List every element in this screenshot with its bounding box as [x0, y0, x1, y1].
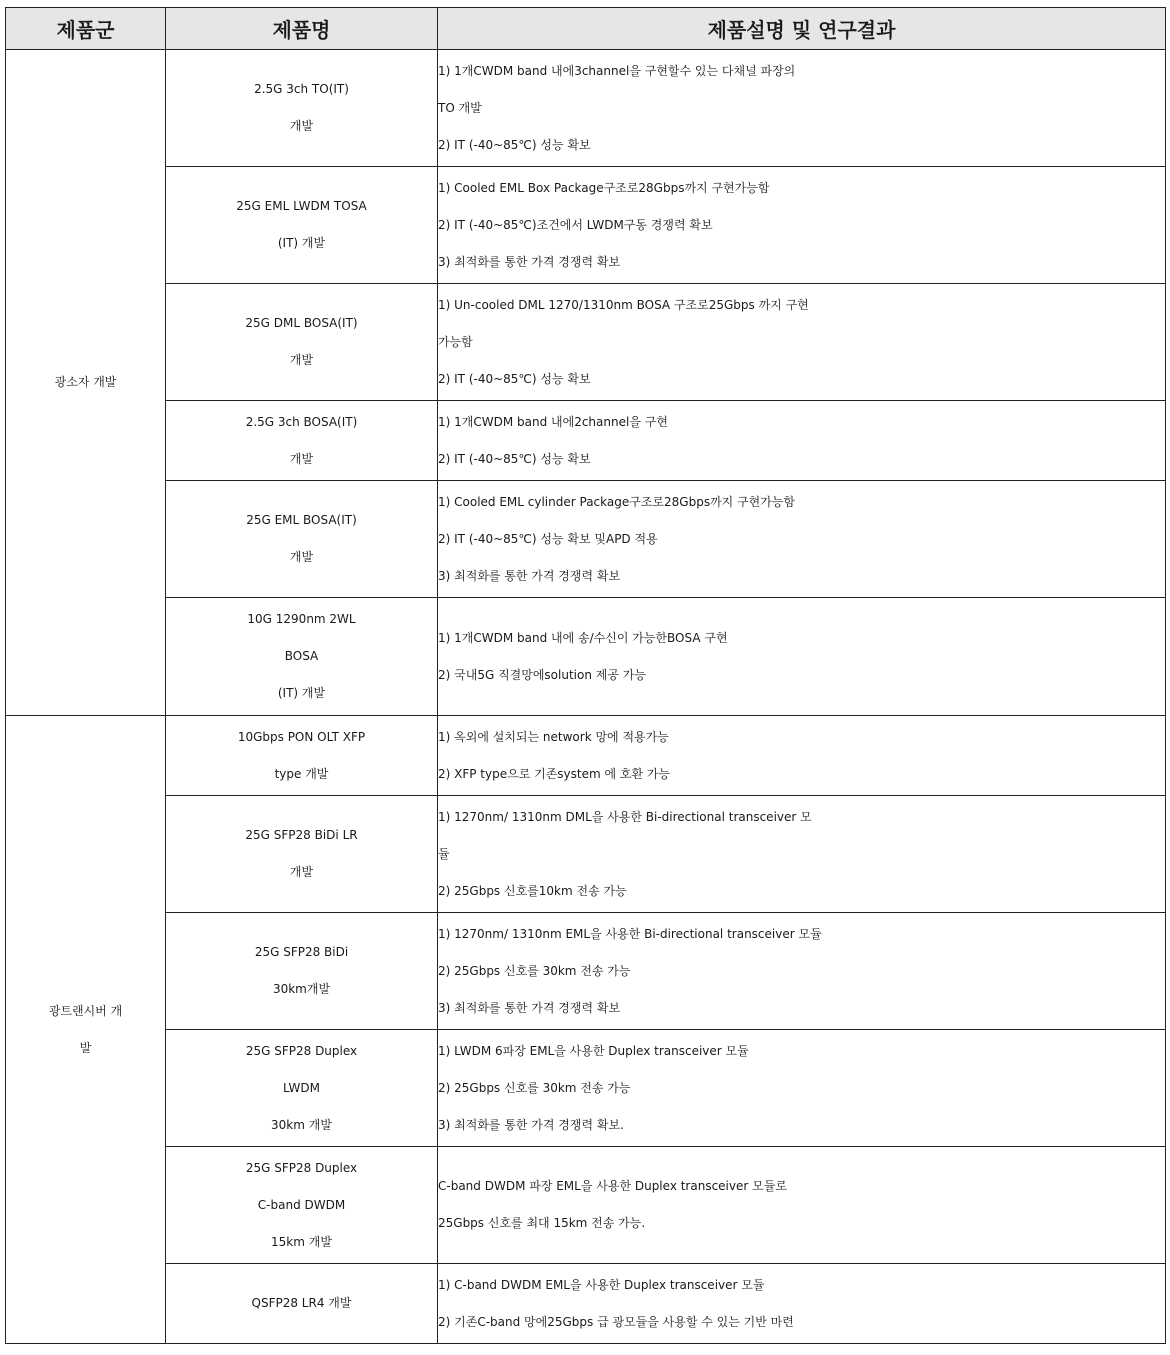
table-row — [6, 401, 1166, 481]
header-row — [6, 8, 1166, 50]
description-line: 2) IT (-40~85℃) 성능 확보 및APD 적용 — [438, 531, 658, 546]
description-line: 2) 국내5G 직결망에solution 제공 가능 — [438, 667, 646, 682]
product-name-line: 개발 — [289, 550, 314, 564]
product-description-cell — [438, 481, 1166, 598]
table-row — [6, 1264, 1166, 1344]
product-group-cell — [6, 716, 166, 1344]
description-line: 2) IT (-40~85℃) 성능 확보 — [438, 137, 591, 152]
product-name-line: BOSA — [284, 649, 319, 663]
product-name-line: 15km 개발 — [271, 1234, 332, 1249]
product-name-line: 25G SFP28 BiDi — [254, 945, 349, 959]
description-line: 1) Un-cooled DML 1270/1310nm BOSA 구조로25Gbps 까지 구현 — [438, 297, 809, 312]
table-row — [6, 284, 1166, 401]
product-description-cell — [438, 598, 1166, 716]
table-row — [6, 716, 1166, 796]
product-name-cell — [166, 50, 438, 167]
product-name-line: 10Gbps PON OLT XFP — [237, 729, 366, 744]
product-name-line: (IT) 개발 — [277, 236, 326, 250]
product-name-line: 개발 — [289, 119, 314, 133]
product-name-line: 25G EML LWDM TOSA — [236, 199, 367, 213]
description-line: 2) 25Gbps 신호를 30km 전송 가능 — [438, 1080, 631, 1095]
description-line: 3) 최적화를 통한 가격 경쟁력 확보. — [438, 1117, 624, 1132]
product-name-cell — [166, 167, 438, 284]
description-line: 1) Cooled EML Box Package구조로28Gbps까지 구현가능함 — [438, 180, 770, 195]
description-line: 1) 1개CWDM band 내에3channel을 구현할수 있는 다채널 파장의 — [438, 63, 796, 78]
description-line: 1) 옥외에 설치되는 network 망에 적용가능 — [438, 729, 669, 744]
description-line: 1) 1270nm/ 1310nm DML을 사용한 Bi-directional transceiver 모 — [438, 809, 812, 824]
description-line: 3) 최적화를 통한 가격 경쟁력 확보 — [438, 1000, 621, 1015]
product-description-cell — [438, 1030, 1166, 1147]
description-line: 가능함 — [438, 334, 473, 349]
product-name-line: 개발 — [289, 865, 314, 879]
table-row — [6, 598, 1166, 716]
table-row — [6, 1030, 1166, 1147]
product-name-line: type 개발 — [274, 766, 329, 781]
table-body — [6, 50, 1166, 1344]
table-row — [6, 50, 1166, 167]
product-description-cell — [438, 913, 1166, 1030]
product-description-cell — [438, 167, 1166, 284]
product-name-line: 25G SFP28 Duplex — [245, 1160, 358, 1175]
product-table — [5, 7, 1166, 1344]
product-name-line: 10G 1290nm 2WL — [247, 612, 356, 626]
description-line: 1) LWDM 6파장 EML을 사용한 Duplex transceiver 모듈 — [438, 1043, 749, 1058]
product-description-cell — [438, 1264, 1166, 1344]
description-line: 1) Cooled EML cylinder Package구조로28Gbps까지 구현가능함 — [438, 494, 796, 509]
description-line: 2) IT (-40~85℃) 성능 확보 — [438, 451, 591, 466]
table-row — [6, 481, 1166, 598]
description-line: TO 개발 — [438, 100, 482, 115]
product-name-cell — [166, 1030, 438, 1147]
product-name-line: 개발 — [289, 451, 314, 466]
product-name-cell — [166, 913, 438, 1030]
product-name-cell — [166, 284, 438, 401]
product-description-cell — [438, 401, 1166, 481]
description-line: 1) 1개CWDM band 내에2channel을 구현 — [438, 414, 668, 429]
description-line: 2) 기존C-band 망에25Gbps 급 광모듈을 사용할 수 있는 기반 마련 — [438, 1314, 794, 1329]
table-row — [6, 913, 1166, 1030]
description-line: 3) 최적화를 통한 가격 경쟁력 확보 — [438, 568, 621, 583]
description-line: 2) IT (-40~85℃)조건에서 LWDM구동 경쟁력 확보 — [438, 217, 713, 232]
product-name-cell — [166, 1264, 438, 1344]
header-description: 제품설명 및 연구결과 — [438, 8, 1166, 50]
product-description-cell — [438, 50, 1166, 167]
product-name-line: (IT) 개발 — [277, 686, 326, 700]
description-line: 3) 최적화를 통한 가격 경쟁력 확보 — [438, 254, 621, 269]
product-group-cell — [6, 50, 166, 716]
product-group-label: 광트랜시버 개 — [48, 1003, 123, 1018]
product-name-cell — [166, 716, 438, 796]
description-line: 2) 25Gbps 신호를10km 전송 가능 — [438, 883, 627, 898]
header-product-name: 제품명 — [166, 8, 438, 50]
product-name-line: 25G EML BOSA(IT) — [246, 513, 357, 527]
description-line: 2) XFP type으로 기존system 에 호환 가능 — [438, 766, 671, 781]
product-name-line: 25G DML BOSA(IT) — [245, 316, 358, 330]
product-name-cell — [166, 481, 438, 598]
product-name-line: 25G SFP28 Duplex — [245, 1043, 358, 1058]
product-name-line: 25G SFP28 BiDi LR — [245, 828, 358, 842]
product-name-line: C-band DWDM — [257, 1197, 346, 1212]
product-description-cell — [438, 716, 1166, 796]
product-description-cell — [438, 796, 1166, 913]
table-row — [6, 1147, 1166, 1264]
description-line: 1) C-band DWDM EML을 사용한 Duplex transceiver 모듈 — [438, 1277, 765, 1292]
product-name-line: LWDM — [282, 1080, 321, 1095]
product-name-line: 개발 — [289, 353, 314, 367]
description-line: C-band DWDM 파장 EML을 사용한 Duplex transceiver 모듈로 — [438, 1179, 787, 1193]
description-line: 25Gbps 신호를 최대 15km 전송 가능. — [438, 1216, 646, 1230]
product-group-label: 발 — [79, 1040, 92, 1055]
product-name-cell — [166, 401, 438, 481]
description-line: 듈 — [438, 846, 450, 861]
table-row — [6, 167, 1166, 284]
product-description-cell — [438, 284, 1166, 401]
product-name-cell — [166, 598, 438, 716]
product-name-line: 2.5G 3ch BOSA(IT) — [245, 414, 358, 429]
product-description-cell — [438, 1147, 1166, 1264]
product-name-cell — [166, 796, 438, 913]
description-line: 1) 1개CWDM band 내에 송/수신이 가능한BOSA 구현 — [438, 630, 728, 645]
header-product-group: 제품군 — [6, 8, 166, 50]
product-name-cell — [166, 1147, 438, 1264]
product-group-label: 광소자 개발 — [54, 375, 117, 389]
description-line: 2) 25Gbps 신호를 30km 전송 가능 — [438, 963, 631, 978]
product-name-line: 30km개발 — [272, 982, 331, 996]
product-name-line: QSFP28 LR4 개발 — [251, 1296, 352, 1310]
description-line: 2) IT (-40~85℃) 성능 확보 — [438, 371, 591, 386]
product-name-line: 30km 개발 — [271, 1117, 332, 1132]
table-row — [6, 796, 1166, 913]
description-line: 1) 1270nm/ 1310nm EML을 사용한 Bi-directional transceiver 모듈 — [438, 926, 822, 941]
product-name-line: 2.5G 3ch TO(IT) — [254, 82, 349, 96]
